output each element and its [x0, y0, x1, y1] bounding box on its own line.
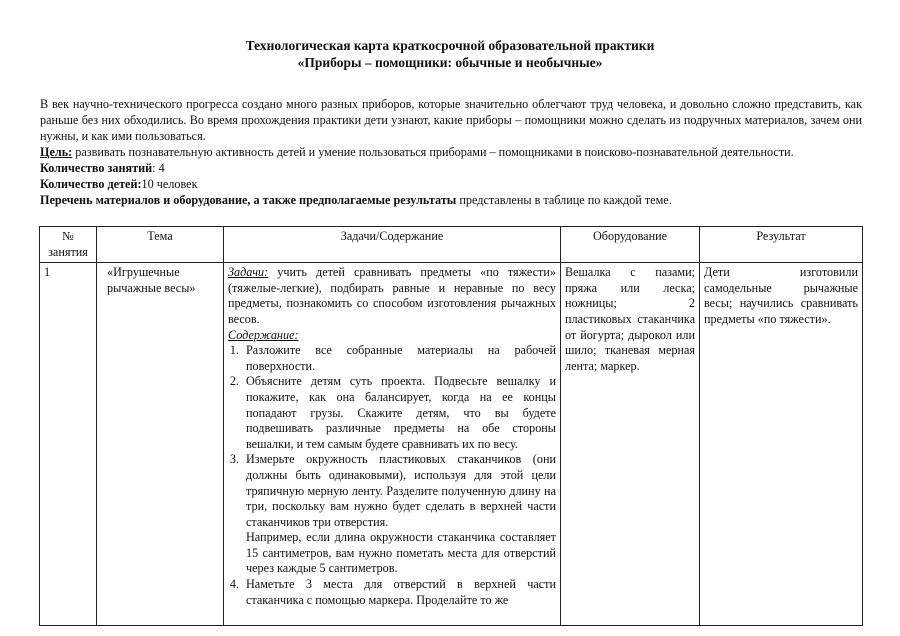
intro-paragraph: В век научно-технического прогресса создано много разных приборов, которые значительно облегчают труд человека, и довольно сложно представить, как раньше без них обходились. Во время прохождения практики дети узнают, какие приборы – помощники можно сделать из подручных материалов, зачем они нужны, и как ими пользоваться.: [40, 97, 862, 143]
tasks-paragraph: [228, 265, 556, 327]
goal-text: развивать познавательную активность детей и умение пользоваться приборами – помощниками в поисково-познавательной деятельности.: [72, 145, 794, 159]
content-label: Содержание:: [228, 327, 299, 342]
header-theme: Тема: [97, 227, 224, 263]
lessons-value: : 4: [152, 161, 165, 175]
list-item: 4. Наметьте 3 места для отверстий в верхней части стаканчика с помощью маркера. Проделайте то же: [242, 577, 556, 608]
lessons-label: Количество занятий: [40, 161, 153, 175]
step-text: 3. Измерьте окружность пластиковых стаканчиков (они должны быть одинаковыми), используя для этой цели тряпичную мерную ленту. Разделите полученную длину на три, поскольку вам нужно будет сделать в верхней части стаканчиков три отверстия.: [246, 452, 556, 529]
materials-line: [40, 192, 862, 208]
row-num: 1: [40, 263, 97, 626]
table-header-row: [40, 227, 863, 263]
tasks-label: Задачи:: [228, 265, 269, 280]
header-num: № занятия: [40, 227, 97, 263]
materials-text: представлены в таблице по каждой теме.: [456, 193, 672, 207]
children-value: 10 человек: [141, 177, 198, 191]
lessons-line: [40, 160, 862, 176]
children-label: Количество детей:: [40, 177, 142, 191]
row-result: Дети изготовили самодельные рычажные весы; научились сравнивать предметы «по тяжести».: [700, 263, 863, 626]
lesson-table: [39, 226, 863, 626]
content-steps-list: [228, 343, 556, 608]
list-item: [242, 452, 556, 577]
row-tasks-cell: [224, 263, 561, 626]
goal-label: Цель:: [40, 145, 73, 159]
header-tasks: Задачи/Содержание: [224, 227, 561, 263]
tasks-text: учить детей сравнивать предметы «по тяжести» (тяжелые-легкие), подбирать равные и неравные по весу предметы, познакомить со способом изготовления рычажных весов.: [228, 265, 556, 326]
intro-section: [40, 96, 862, 208]
header-result: Результат: [700, 227, 863, 263]
children-line: [40, 176, 862, 192]
row-equipment: Вешалка с пазами; пряжа или леска; ножницы; 2 пластиковых стаканчика от йогурта; дырокол или шило; тканевая мерная лента; маркер.: [561, 263, 700, 626]
document-title: Технологическая карта краткосрочной образовательной практики: [245, 38, 655, 53]
step-example: Например, если длина окружности стаканчика составляет 15 сантиметров, вам нужно пометать места для отверстий через каждые 5 сантиметров.: [246, 530, 556, 576]
goal-line: [40, 144, 862, 160]
list-item: 1. Разложите все собранные материалы на рабочей поверхности.: [242, 343, 556, 374]
tasks-content: [228, 265, 556, 623]
list-item: 2. Объясните детям суть проекта. Подвесьте вешалку и покажите, как она балансирует, когда на ее концы попадают грузы. Скажите детям, что вы будете подвешивать различные предметы на обе стороны вешалки, и тем самым будете сравнивать их по весу.: [242, 374, 556, 452]
table-row: [40, 263, 863, 626]
header-equipment: Оборудование: [561, 227, 700, 263]
document-subtitle: «Приборы – помощники: обычные и необычные»: [297, 55, 603, 70]
materials-label: Перечень материалов и оборудование, а также предполагаемые результаты: [40, 193, 457, 207]
row-theme: «Игрушечные рычажные весы»: [97, 263, 224, 626]
